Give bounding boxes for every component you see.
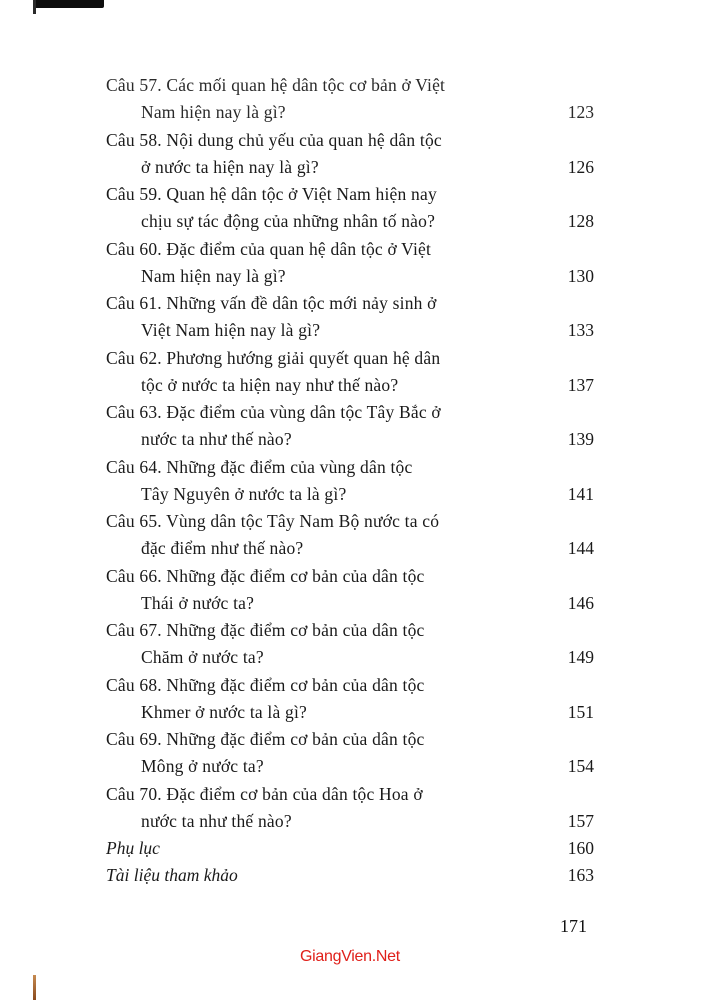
toc-entry-57 [106,72,594,127]
toc-appendix-page: 160 [567,838,594,858]
toc-entry-69 [106,726,594,781]
toc-entry-title-cont: Nam hiện nay là gì? [141,265,286,286]
toc-entry-page: 144 [567,538,594,558]
toc-entry-page: 139 [567,429,594,449]
toc-entry-60 [106,236,594,291]
toc-entry-title: Câu 67. Những đặc điểm cơ bản của dân tộc [106,620,425,640]
toc-entry-58 [106,127,594,182]
page-number: 171 [560,916,587,936]
toc-entry-page: 146 [567,592,594,613]
toc-references [106,862,594,889]
toc-entry-page: 157 [567,810,594,831]
toc-entry-page: 149 [567,647,594,667]
page-corner-stub [33,0,36,14]
toc-entry-page: 154 [567,756,594,776]
toc-entry-title-cont: Chăm ở nước ta? [141,647,264,667]
watermark-text: GiangVien.Net [300,948,400,965]
toc-entry-page: 128 [567,211,594,231]
toc-entry-title: Câu 61. Những vấn đề dân tộc mới nảy sinh ở [106,293,437,313]
toc-appendix-label: Phụ lục [106,838,160,858]
toc-entry-title: Câu 63. Đặc điểm của vùng dân tộc Tây Bắc ở [106,402,441,422]
toc-entry-title: Câu 69. Những đặc điểm cơ bản của dân tộc [106,729,425,749]
toc-entry-title-cont: Thái ở nước ta? [141,592,255,613]
toc-entry-page: 130 [567,265,594,286]
toc-entry-page: 133 [567,320,594,340]
toc-entry-title-cont: tộc ở nước ta hiện nay như thế nào? [141,374,399,395]
toc-entry-page: 137 [567,374,594,395]
toc-entry-64 [106,454,594,509]
toc-entry-title-cont: nước ta như thế nào? [141,810,292,831]
toc-entry-62 [106,345,594,400]
toc-entry-title-cont: đặc điểm như thế nào? [141,538,304,558]
toc-entry-page: 126 [567,156,594,177]
page-corner-edge [36,0,104,8]
book-spine-edge [33,975,36,1000]
toc-entry-63 [106,399,594,454]
toc-entry-page: 141 [567,483,594,504]
toc-entry-title: Câu 66. Những đặc điểm cơ bản của dân tộc [106,565,425,586]
toc-entry-page: 123 [567,102,594,122]
toc-entry-title-cont: nước ta như thế nào? [141,429,292,449]
toc-entry-title: Câu 57. Các mối quan hệ dân tộc cơ bản ở Việt [106,75,446,95]
toc-entry-title: Câu 62. Phương hướng giải quyết quan hệ dân [106,347,441,368]
toc-appendix [106,835,594,862]
toc-entry-title-cont: Nam hiện nay là gì? [141,102,286,122]
toc-entry-title: Câu 59. Quan hệ dân tộc ở Việt Nam hiện nay [106,184,437,204]
toc-entry-66 [106,563,594,618]
toc-entry-title-cont: Khmer ở nước ta là gì? [141,701,308,722]
toc-references-page: 163 [567,865,594,885]
toc-entry-title: Câu 70. Đặc điểm cơ bản của dân tộc Hoa ở [106,783,423,804]
toc-entry-title: Câu 68. Những đặc điểm cơ bản của dân tộc [106,674,425,695]
toc-entry-title: Câu 58. Nội dung chủ yếu của quan hệ dân tộc [106,129,442,150]
toc-entry-65 [106,508,594,563]
toc-references-label: Tài liệu tham khảo [106,865,238,885]
table-of-contents [106,72,594,889]
toc-entry-67 [106,617,594,672]
toc-entry-59 [106,181,594,236]
toc-entry-title: Câu 65. Vùng dân tộc Tây Nam Bộ nước ta có [106,511,440,531]
toc-entry-title-cont: Tây Nguyên ở nước ta là gì? [141,483,347,504]
toc-entry-title-cont: Mông ở nước ta? [141,756,264,776]
toc-entry-title-cont: Việt Nam hiện nay là gì? [141,320,321,340]
toc-entry-title: Câu 64. Những đặc điểm của vùng dân tộc [106,456,413,477]
toc-entry-61 [106,290,594,345]
toc-entry-page: 151 [567,701,594,722]
toc-entry-68 [106,672,594,727]
toc-entry-title-cont: ở nước ta hiện nay là gì? [141,156,319,177]
toc-entry-title-cont: chịu sự tác động của những nhân tố nào? [141,211,436,231]
toc-entry-title: Câu 60. Đặc điểm của quan hệ dân tộc ở Việt [106,238,432,259]
toc-entry-70 [106,781,594,836]
